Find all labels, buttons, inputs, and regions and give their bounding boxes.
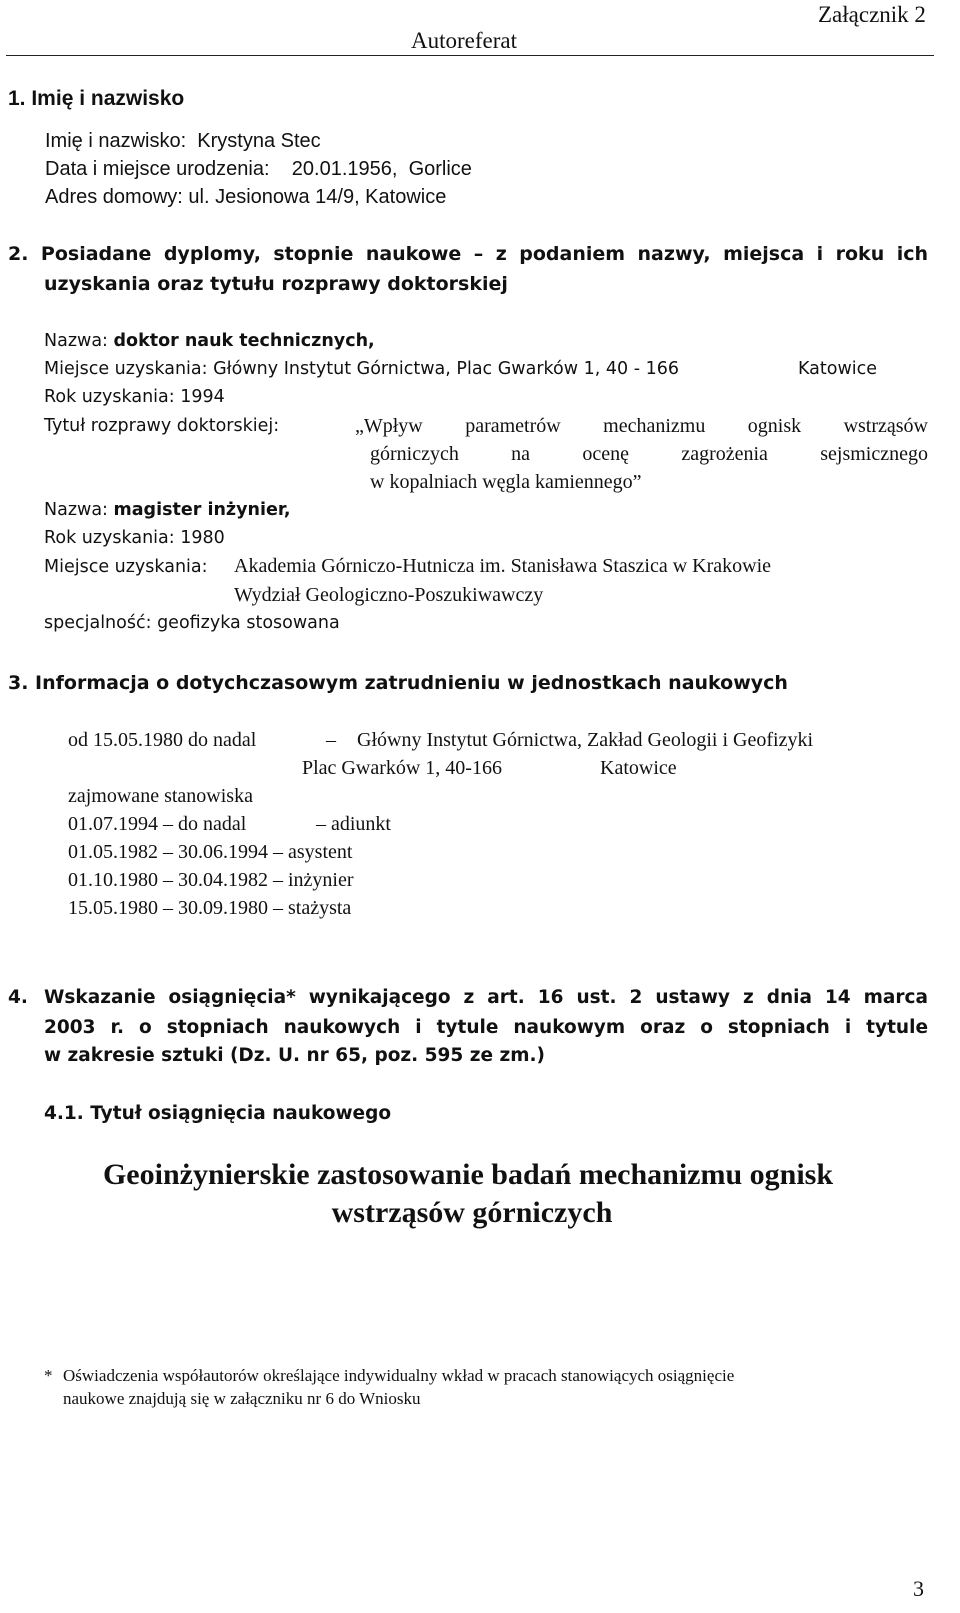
employment-address: Plac Gwarków 1, 40-166 [302,757,502,779]
phd-place-value: Główny Instytut Górnictwa, Plac Gwarków 1, 40 - 166 [213,359,679,379]
phd-year-label: Rok uzyskania: [44,387,175,407]
phd-place-label: Miejsce uzyskania: [44,359,208,379]
phd-name-value: doktor nauk technicznych, [113,331,375,351]
section-1-heading: 1. Imię i nazwisko [8,87,185,110]
employment-period: od 15.05.1980 do nadal [68,729,257,751]
address-line [45,186,446,209]
address-value: ul. Jesionowa 14/9, Katowice [188,186,447,208]
position-from: 15.05.1980 [68,897,158,919]
position-to: do nadal [178,813,247,835]
msc-spec-label: specjalność: [44,613,152,633]
achievement-title-line1: Geoinżynierskie zastosowanie badań mechanizmu ognisk [102,1158,834,1191]
phd-place-line [44,359,679,379]
position-title: adiunkt [331,813,391,835]
footnote-mark: * [44,1366,53,1385]
birth-line [45,158,472,181]
position-dash: – [163,897,173,919]
position-dash: – [163,841,173,863]
section-4-heading-line2: 2003 r. o stopniach naukowych i tytule naukowym oraz o stopniach i tytule [44,1017,928,1038]
name-line [45,130,321,153]
achievement-title-line2: wstrząsów górniczych [331,1196,613,1229]
section-4-1-heading: 4.1. Tytuł osiągnięcia naukowego [44,1103,392,1124]
msc-spec-value: geofizyka stosowana [157,613,340,633]
position-from: 01.10.1980 [68,869,158,891]
msc-place-label: Miejsce uzyskania: [44,557,208,577]
phd-year-value: 1994 [180,387,225,407]
footnote-line1: Oświadczenia współautorów określające indywidualny wkład w pracach stanowiących osiągnięcie [63,1366,735,1385]
phd-title-line3: w kopalniach węgla kamiennego” [370,471,642,493]
section-4-heading-line3: w zakresie sztuki (Dz. U. nr 65, poz. 595 ze zm.) [44,1045,545,1066]
phd-title-label: Tytuł rozprawy doktorskiej: [44,416,280,436]
position-to: 30.04.1982 [178,869,268,891]
phd-title-line2: górniczych na ocenę zagrożenia sejsmicznego [370,443,928,465]
phd-place-city: Katowice [798,359,878,379]
employment-city: Katowice [600,757,677,779]
position-row [68,897,351,920]
position-dash2: – [316,813,326,835]
position-title: inżynier [288,869,354,891]
phd-year-line [44,387,225,407]
position-row [68,813,246,836]
position-dash2: – [273,841,283,863]
section-3-heading: 3. Informacja o dotychczasowym zatrudnieniu w jednostkach naukowych [8,672,788,694]
name-value: Krystyna Stec [197,130,321,152]
address-label: Adres domowy: [45,186,183,208]
position-dash2: – [273,897,283,919]
msc-spec-line [44,613,340,633]
position-dash2: – [273,869,283,891]
section-4-heading-line1: Wskazanie osiągnięcia* wynikającego z art. 16 ust. 2 ustawy z dnia 14 marca [44,987,928,1008]
page-number: 3 [913,1576,924,1601]
position-dash: – [163,869,173,891]
birth-date: 20.01.1956, [291,158,398,180]
phd-title-line1: „Wpływ parametrów mechanizmu ognisk wstrząsów [355,415,928,437]
msc-name-label: Nazwa: [44,500,108,520]
msc-name-value: magister inżynier, [113,500,291,520]
msc-year-line [44,528,225,548]
employment-employer: Główny Instytut Górnictwa, Zakład Geologii i Geofizyki [357,729,814,751]
msc-faculty: Wydział Geologiczno-Poszukiwawczy [234,584,544,606]
msc-name-line [44,500,291,520]
position-row [68,841,352,864]
name-label: Imię i nazwisko: [45,130,187,152]
phd-name-label: Nazwa: [44,331,108,351]
birth-label: Data i miejsce urodzenia: [45,158,270,180]
position-to: 30.09.1980 [178,897,268,919]
position-from: 01.07.1994 [68,813,158,835]
msc-place-value: Akademia Górniczo-Hutnicza im. Stanisława Staszica w Krakowie [234,555,772,577]
msc-year-value: 1980 [180,528,225,548]
header-title: Autoreferat [411,28,517,53]
position-title: stażysta [288,897,352,919]
position-row [68,869,354,892]
section-2-heading-line2: uzyskania oraz tytułu rozprawy doktorskiej [44,273,508,295]
section-4-number: 4. [8,987,28,1008]
position-title-row [316,813,391,836]
birth-place: Gorlice [408,158,472,180]
position-dash: – [163,813,173,835]
footnote-line2: naukowe znajdują się w załączniku nr 6 do Wniosku [63,1389,421,1408]
phd-name-line [44,331,375,351]
position-title: asystent [288,841,353,863]
header-divider [6,55,934,56]
position-from: 01.05.1982 [68,841,158,863]
position-to: 30.06.1994 [178,841,268,863]
positions-label: zajmowane stanowiska [68,785,253,807]
msc-year-label: Rok uzyskania: [44,528,175,548]
employment-dash: – [326,729,336,751]
header-attachment: Załącznik 2 [818,2,926,27]
section-2-heading-line1: 2. Posiadane dyplomy, stopnie naukowe – z podaniem nazwy, miejsca i roku ich [8,243,928,265]
